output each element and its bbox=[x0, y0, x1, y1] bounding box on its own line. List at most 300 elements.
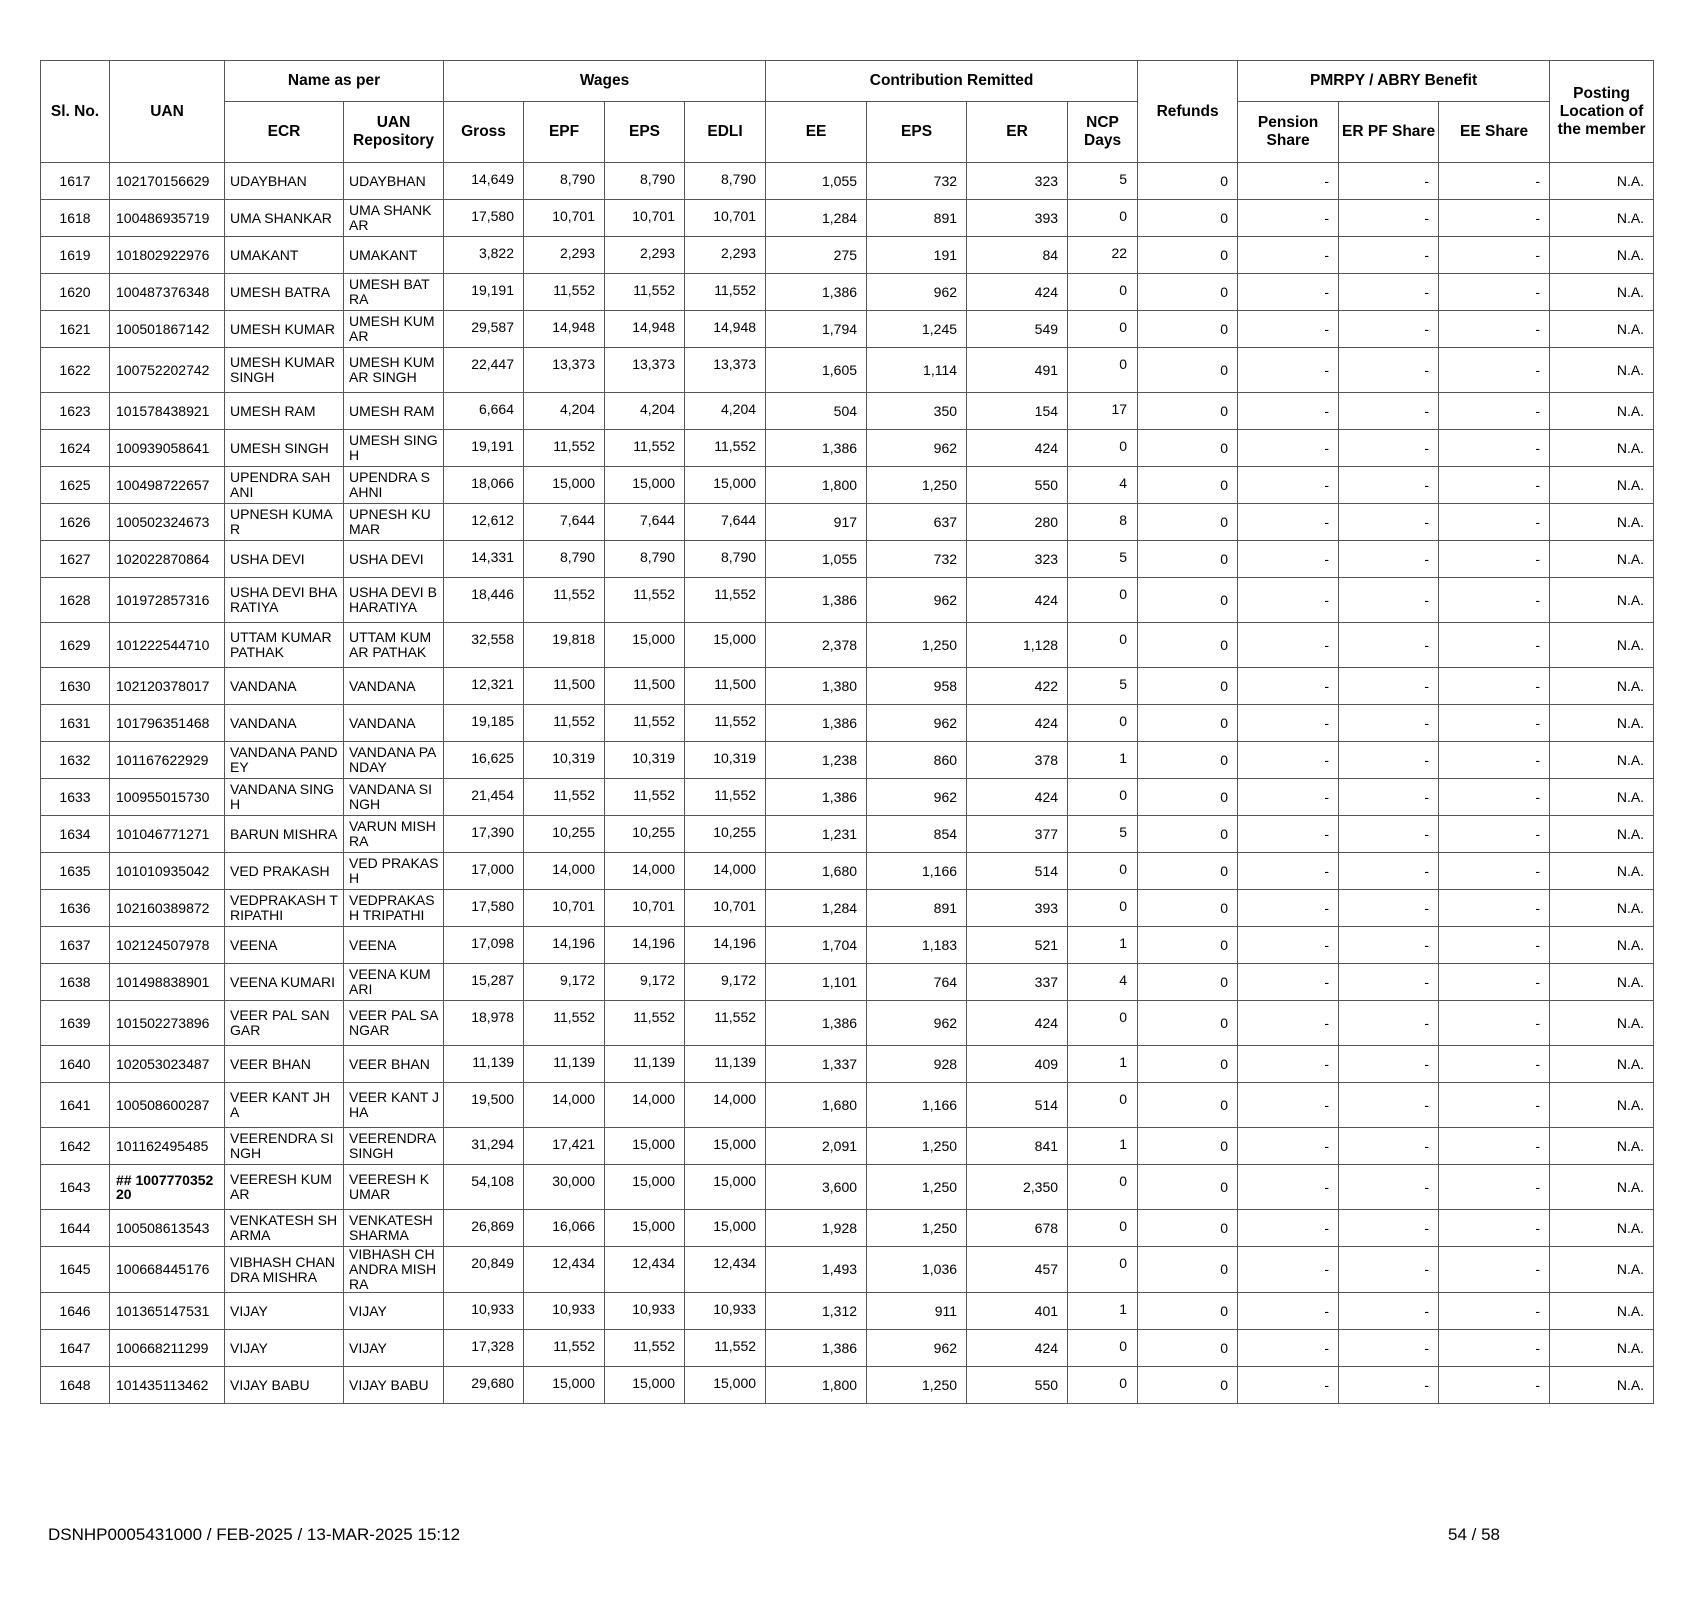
table-row bbox=[41, 274, 1654, 311]
cell-name-uan-repository: VIJAY bbox=[344, 1330, 444, 1367]
cell-er-pf-share: - bbox=[1339, 1165, 1439, 1210]
cell-contribution-eps: 962 bbox=[867, 274, 967, 311]
cell-epf: 17,421 bbox=[524, 1128, 605, 1165]
cell-er: 549 bbox=[967, 311, 1068, 348]
cell-eps: 11,500 bbox=[605, 668, 685, 705]
cell-name-uan-repository: VARUN MISHRA bbox=[344, 816, 444, 853]
cell-er: 323 bbox=[967, 541, 1068, 578]
cell-name-ecr: UMESH RAM bbox=[225, 393, 344, 430]
cell-name-ecr: VEENA bbox=[225, 927, 344, 964]
cell-sl-no: 1625 bbox=[41, 467, 110, 504]
table-row bbox=[41, 927, 1654, 964]
cell-ncp-days: 0 bbox=[1068, 200, 1138, 237]
cell-ee-share: - bbox=[1439, 1330, 1550, 1367]
cell-pension-share: - bbox=[1238, 1165, 1339, 1210]
cell-uan: 100939058641 bbox=[110, 430, 225, 467]
cell-gross: 17,580 bbox=[444, 200, 524, 237]
cell-ee-share: - bbox=[1439, 1210, 1550, 1247]
cell-ncp-days: 0 bbox=[1068, 705, 1138, 742]
cell-gross: 3,822 bbox=[444, 237, 524, 274]
cell-posting-location: N.A. bbox=[1550, 1165, 1654, 1210]
cell-contribution-eps: 637 bbox=[867, 504, 967, 541]
cell-er: 280 bbox=[967, 504, 1068, 541]
cell-er-pf-share: - bbox=[1339, 541, 1439, 578]
cell-ee: 1,493 bbox=[766, 1247, 867, 1293]
cell-uan: 100502324673 bbox=[110, 504, 225, 541]
cell-pension-share: - bbox=[1238, 1001, 1339, 1046]
table-row bbox=[41, 311, 1654, 348]
col-er-pf-share: ER PF Share bbox=[1339, 102, 1439, 163]
cell-pension-share: - bbox=[1238, 1330, 1339, 1367]
cell-contribution-eps: 732 bbox=[867, 163, 967, 200]
cell-er-pf-share: - bbox=[1339, 668, 1439, 705]
cell-er-pf-share: - bbox=[1339, 1330, 1439, 1367]
cell-posting-location: N.A. bbox=[1550, 1210, 1654, 1247]
cell-ee-share: - bbox=[1439, 311, 1550, 348]
cell-name-ecr: USHA DEVI BHARATIYA bbox=[225, 578, 344, 623]
cell-pension-share: - bbox=[1238, 890, 1339, 927]
cell-edli: 15,000 bbox=[685, 1165, 766, 1210]
col-eps: EPS bbox=[605, 102, 685, 163]
cell-uan: 101578438921 bbox=[110, 393, 225, 430]
cell-er-pf-share: - bbox=[1339, 311, 1439, 348]
cell-ee: 1,386 bbox=[766, 1330, 867, 1367]
cell-epf: 30,000 bbox=[524, 1165, 605, 1210]
cell-name-uan-repository: USHA DEVI BHARATIYA bbox=[344, 578, 444, 623]
cell-ncp-days: 1 bbox=[1068, 1128, 1138, 1165]
cell-contribution-eps: 732 bbox=[867, 541, 967, 578]
cell-ncp-days: 0 bbox=[1068, 1330, 1138, 1367]
cell-name-ecr: VEERENDRA SINGH bbox=[225, 1128, 344, 1165]
cell-epf: 2,293 bbox=[524, 237, 605, 274]
table-row bbox=[41, 1330, 1654, 1367]
cell-refunds: 0 bbox=[1138, 200, 1238, 237]
cell-refunds: 0 bbox=[1138, 163, 1238, 200]
cell-er: 424 bbox=[967, 578, 1068, 623]
table-row bbox=[41, 742, 1654, 779]
cell-ee-share: - bbox=[1439, 200, 1550, 237]
cell-uan: 102022870864 bbox=[110, 541, 225, 578]
cell-ee: 1,800 bbox=[766, 467, 867, 504]
cell-edli: 2,293 bbox=[685, 237, 766, 274]
cell-gross: 20,849 bbox=[444, 1247, 524, 1293]
cell-edli: 7,644 bbox=[685, 504, 766, 541]
cell-uan: 101222544710 bbox=[110, 623, 225, 668]
cell-ee-share: - bbox=[1439, 1083, 1550, 1128]
cell-uan: 100486935719 bbox=[110, 200, 225, 237]
cell-ncp-days: 0 bbox=[1068, 311, 1138, 348]
cell-name-uan-repository: UPENDRA SAHNI bbox=[344, 467, 444, 504]
cell-gross: 54,108 bbox=[444, 1165, 524, 1210]
cell-name-uan-repository: USHA DEVI bbox=[344, 541, 444, 578]
cell-ee: 917 bbox=[766, 504, 867, 541]
cell-epf: 11,552 bbox=[524, 1330, 605, 1367]
cell-posting-location: N.A. bbox=[1550, 163, 1654, 200]
cell-er: 323 bbox=[967, 163, 1068, 200]
cell-er: 424 bbox=[967, 274, 1068, 311]
table-row bbox=[41, 1001, 1654, 1046]
cell-gross: 17,000 bbox=[444, 853, 524, 890]
cell-sl-no: 1647 bbox=[41, 1330, 110, 1367]
cell-posting-location: N.A. bbox=[1550, 311, 1654, 348]
cell-ee-share: - bbox=[1439, 779, 1550, 816]
cell-name-uan-repository: UMA SHANKAR bbox=[344, 200, 444, 237]
cell-ee-share: - bbox=[1439, 890, 1550, 927]
cell-posting-location: N.A. bbox=[1550, 237, 1654, 274]
cell-contribution-eps: 350 bbox=[867, 393, 967, 430]
table-row bbox=[41, 504, 1654, 541]
cell-edli: 13,373 bbox=[685, 348, 766, 393]
cell-uan: 102160389872 bbox=[110, 890, 225, 927]
cell-er: 393 bbox=[967, 200, 1068, 237]
cell-refunds: 0 bbox=[1138, 927, 1238, 964]
cell-name-ecr: UMA SHANKAR bbox=[225, 200, 344, 237]
cell-ncp-days: 5 bbox=[1068, 541, 1138, 578]
cell-eps: 10,255 bbox=[605, 816, 685, 853]
cell-name-ecr: VEER PAL SANGAR bbox=[225, 1001, 344, 1046]
cell-sl-no: 1629 bbox=[41, 623, 110, 668]
cell-gross: 22,447 bbox=[444, 348, 524, 393]
cell-epf: 11,552 bbox=[524, 1001, 605, 1046]
cell-name-ecr: VIJAY BABU bbox=[225, 1367, 344, 1404]
cell-eps: 14,196 bbox=[605, 927, 685, 964]
cell-name-uan-repository: VEENA bbox=[344, 927, 444, 964]
cell-uan: 101972857316 bbox=[110, 578, 225, 623]
cell-er: 378 bbox=[967, 742, 1068, 779]
cell-posting-location: N.A. bbox=[1550, 1330, 1654, 1367]
cell-er: 337 bbox=[967, 964, 1068, 1001]
cell-ee-share: - bbox=[1439, 1165, 1550, 1210]
cell-name-ecr: VEER KANT JHA bbox=[225, 1083, 344, 1128]
cell-name-uan-repository: VEER KANT JHA bbox=[344, 1083, 444, 1128]
cell-sl-no: 1620 bbox=[41, 274, 110, 311]
cell-ee-share: - bbox=[1439, 1247, 1550, 1293]
cell-ee-share: - bbox=[1439, 668, 1550, 705]
cell-sl-no: 1627 bbox=[41, 541, 110, 578]
cell-posting-location: N.A. bbox=[1550, 504, 1654, 541]
table-row bbox=[41, 430, 1654, 467]
cell-eps: 10,701 bbox=[605, 200, 685, 237]
cell-sl-no: 1626 bbox=[41, 504, 110, 541]
cell-posting-location: N.A. bbox=[1550, 779, 1654, 816]
cell-er: 550 bbox=[967, 1367, 1068, 1404]
cell-name-uan-repository: UMESH SINGH bbox=[344, 430, 444, 467]
cell-er: 154 bbox=[967, 393, 1068, 430]
cell-epf: 10,701 bbox=[524, 890, 605, 927]
cell-epf: 11,552 bbox=[524, 430, 605, 467]
cell-gross: 19,191 bbox=[444, 274, 524, 311]
cell-ee: 1,386 bbox=[766, 779, 867, 816]
cell-edli: 10,701 bbox=[685, 200, 766, 237]
cell-edli: 10,319 bbox=[685, 742, 766, 779]
cell-uan: 101796351468 bbox=[110, 705, 225, 742]
cell-er: 84 bbox=[967, 237, 1068, 274]
cell-ncp-days: 4 bbox=[1068, 964, 1138, 1001]
cell-contribution-eps: 962 bbox=[867, 1001, 967, 1046]
cell-gross: 11,139 bbox=[444, 1046, 524, 1083]
cell-refunds: 0 bbox=[1138, 1128, 1238, 1165]
cell-er-pf-share: - bbox=[1339, 964, 1439, 1001]
cell-uan: 100501867142 bbox=[110, 311, 225, 348]
cell-uan: 100752202742 bbox=[110, 348, 225, 393]
cell-ee: 1,101 bbox=[766, 964, 867, 1001]
cell-posting-location: N.A. bbox=[1550, 964, 1654, 1001]
cell-ncp-days: 17 bbox=[1068, 393, 1138, 430]
cell-uan: 100487376348 bbox=[110, 274, 225, 311]
cell-er-pf-share: - bbox=[1339, 816, 1439, 853]
group-pmrpy-abry: PMRPY / ABRY Benefit bbox=[1238, 61, 1550, 102]
cell-edli: 14,948 bbox=[685, 311, 766, 348]
cell-ee: 2,378 bbox=[766, 623, 867, 668]
cell-ncp-days: 0 bbox=[1068, 1247, 1138, 1293]
cell-edli: 11,552 bbox=[685, 779, 766, 816]
cell-er: 514 bbox=[967, 1083, 1068, 1128]
cell-contribution-eps: 911 bbox=[867, 1293, 967, 1330]
cell-gross: 19,500 bbox=[444, 1083, 524, 1128]
cell-uan: 102053023487 bbox=[110, 1046, 225, 1083]
cell-posting-location: N.A. bbox=[1550, 467, 1654, 504]
cell-eps: 11,139 bbox=[605, 1046, 685, 1083]
cell-pension-share: - bbox=[1238, 964, 1339, 1001]
cell-eps: 14,000 bbox=[605, 1083, 685, 1128]
cell-eps: 11,552 bbox=[605, 1330, 685, 1367]
cell-contribution-eps: 860 bbox=[867, 742, 967, 779]
cell-epf: 10,255 bbox=[524, 816, 605, 853]
cell-edli: 15,000 bbox=[685, 1210, 766, 1247]
table-row bbox=[41, 623, 1654, 668]
table-row bbox=[41, 1247, 1654, 1293]
cell-name-uan-repository: VENKATESH SHARMA bbox=[344, 1210, 444, 1247]
cell-sl-no: 1645 bbox=[41, 1247, 110, 1293]
cell-sl-no: 1632 bbox=[41, 742, 110, 779]
cell-er: 424 bbox=[967, 779, 1068, 816]
cell-er-pf-share: - bbox=[1339, 1367, 1439, 1404]
cell-posting-location: N.A. bbox=[1550, 1083, 1654, 1128]
cell-gross: 26,869 bbox=[444, 1210, 524, 1247]
cell-epf: 10,933 bbox=[524, 1293, 605, 1330]
cell-eps: 8,790 bbox=[605, 541, 685, 578]
cell-uan: 100955015730 bbox=[110, 779, 225, 816]
cell-gross: 17,580 bbox=[444, 890, 524, 927]
cell-posting-location: N.A. bbox=[1550, 890, 1654, 927]
cell-refunds: 0 bbox=[1138, 541, 1238, 578]
cell-name-uan-repository: VANDANA PANDAY bbox=[344, 742, 444, 779]
cell-name-ecr: UMESH BATRA bbox=[225, 274, 344, 311]
cell-name-ecr: UMAKANT bbox=[225, 237, 344, 274]
cell-er: 1,128 bbox=[967, 623, 1068, 668]
cell-name-uan-repository: VANDANA bbox=[344, 668, 444, 705]
cell-refunds: 0 bbox=[1138, 237, 1238, 274]
cell-ee-share: - bbox=[1439, 1367, 1550, 1404]
cell-er-pf-share: - bbox=[1339, 705, 1439, 742]
cell-edli: 15,000 bbox=[685, 467, 766, 504]
cell-posting-location: N.A. bbox=[1550, 430, 1654, 467]
group-wages: Wages bbox=[444, 61, 766, 102]
cell-contribution-eps: 1,250 bbox=[867, 623, 967, 668]
cell-ncp-days: 5 bbox=[1068, 668, 1138, 705]
cell-refunds: 0 bbox=[1138, 1001, 1238, 1046]
cell-ncp-days: 0 bbox=[1068, 1001, 1138, 1046]
cell-er: 514 bbox=[967, 853, 1068, 890]
cell-eps: 8,790 bbox=[605, 163, 685, 200]
cell-edli: 4,204 bbox=[685, 393, 766, 430]
cell-sl-no: 1623 bbox=[41, 393, 110, 430]
cell-edli: 12,434 bbox=[685, 1247, 766, 1293]
cell-refunds: 0 bbox=[1138, 348, 1238, 393]
cell-edli: 15,000 bbox=[685, 623, 766, 668]
col-ncp-days: NCP Days bbox=[1068, 102, 1138, 163]
cell-ee-share: - bbox=[1439, 163, 1550, 200]
cell-contribution-eps: 1,250 bbox=[867, 467, 967, 504]
cell-name-uan-repository: VEER BHAN bbox=[344, 1046, 444, 1083]
col-uan-repository: UAN Repository bbox=[344, 102, 444, 163]
cell-ee-share: - bbox=[1439, 705, 1550, 742]
cell-refunds: 0 bbox=[1138, 890, 1238, 927]
table-row bbox=[41, 890, 1654, 927]
table-row bbox=[41, 393, 1654, 430]
cell-ncp-days: 4 bbox=[1068, 467, 1138, 504]
cell-epf: 16,066 bbox=[524, 1210, 605, 1247]
cell-name-uan-repository: UMAKANT bbox=[344, 237, 444, 274]
cell-edli: 11,552 bbox=[685, 705, 766, 742]
cell-contribution-eps: 1,250 bbox=[867, 1165, 967, 1210]
cell-ncp-days: 5 bbox=[1068, 163, 1138, 200]
cell-eps: 15,000 bbox=[605, 1128, 685, 1165]
table-row bbox=[41, 1293, 1654, 1330]
cell-name-uan-repository: VANDANA bbox=[344, 705, 444, 742]
cell-uan: 101498838901 bbox=[110, 964, 225, 1001]
cell-name-ecr: UPENDRA SAHANI bbox=[225, 467, 344, 504]
cell-er-pf-share: - bbox=[1339, 200, 1439, 237]
cell-er: 393 bbox=[967, 890, 1068, 927]
cell-epf: 11,552 bbox=[524, 779, 605, 816]
cell-refunds: 0 bbox=[1138, 578, 1238, 623]
cell-pension-share: - bbox=[1238, 1293, 1339, 1330]
cell-ee: 1,284 bbox=[766, 200, 867, 237]
cell-ee-share: - bbox=[1439, 964, 1550, 1001]
cell-refunds: 0 bbox=[1138, 504, 1238, 541]
cell-edli: 10,255 bbox=[685, 816, 766, 853]
table-row bbox=[41, 1046, 1654, 1083]
cell-gross: 32,558 bbox=[444, 623, 524, 668]
cell-epf: 8,790 bbox=[524, 163, 605, 200]
cell-name-ecr: VEDPRAKASH TRIPATHI bbox=[225, 890, 344, 927]
footer-establishment-info: DSNHP0005431000 / FEB-2025 / 13-MAR-2025 15:12 bbox=[48, 1525, 461, 1544]
table-row bbox=[41, 163, 1654, 200]
cell-uan: 101802922976 bbox=[110, 237, 225, 274]
cell-ee: 1,928 bbox=[766, 1210, 867, 1247]
cell-sl-no: 1641 bbox=[41, 1083, 110, 1128]
cell-contribution-eps: 1,166 bbox=[867, 1083, 967, 1128]
cell-ee-share: - bbox=[1439, 467, 1550, 504]
cell-er-pf-share: - bbox=[1339, 623, 1439, 668]
cell-epf: 14,948 bbox=[524, 311, 605, 348]
col-pension-share: Pension Share bbox=[1238, 102, 1339, 163]
cell-edli: 11,552 bbox=[685, 578, 766, 623]
cell-ee: 1,312 bbox=[766, 1293, 867, 1330]
cell-ee-share: - bbox=[1439, 623, 1550, 668]
cell-eps: 13,373 bbox=[605, 348, 685, 393]
cell-er-pf-share: - bbox=[1339, 1128, 1439, 1165]
cell-ncp-days: 0 bbox=[1068, 348, 1138, 393]
cell-pension-share: - bbox=[1238, 853, 1339, 890]
cell-refunds: 0 bbox=[1138, 467, 1238, 504]
cell-gross: 17,328 bbox=[444, 1330, 524, 1367]
table-row bbox=[41, 200, 1654, 237]
cell-pension-share: - bbox=[1238, 1046, 1339, 1083]
cell-name-ecr: VEER BHAN bbox=[225, 1046, 344, 1083]
cell-eps: 10,701 bbox=[605, 890, 685, 927]
cell-posting-location: N.A. bbox=[1550, 1247, 1654, 1293]
cell-er: 377 bbox=[967, 816, 1068, 853]
cell-er: 457 bbox=[967, 1247, 1068, 1293]
cell-pension-share: - bbox=[1238, 705, 1339, 742]
cell-eps: 15,000 bbox=[605, 1367, 685, 1404]
table-row bbox=[41, 668, 1654, 705]
ecr-statement-table-wrapper bbox=[40, 60, 1652, 1404]
cell-refunds: 0 bbox=[1138, 311, 1238, 348]
cell-edli: 8,790 bbox=[685, 541, 766, 578]
cell-epf: 10,701 bbox=[524, 200, 605, 237]
cell-posting-location: N.A. bbox=[1550, 668, 1654, 705]
cell-name-uan-repository: VED PRAKASH bbox=[344, 853, 444, 890]
cell-eps: 4,204 bbox=[605, 393, 685, 430]
table-row bbox=[41, 1128, 1654, 1165]
cell-name-ecr: VIJAY bbox=[225, 1293, 344, 1330]
cell-name-ecr: UMESH SINGH bbox=[225, 430, 344, 467]
cell-er: 2,350 bbox=[967, 1165, 1068, 1210]
cell-ee-share: - bbox=[1439, 393, 1550, 430]
cell-name-uan-repository: UPNESH KUMAR bbox=[344, 504, 444, 541]
cell-er-pf-share: - bbox=[1339, 1293, 1439, 1330]
cell-er-pf-share: - bbox=[1339, 1001, 1439, 1046]
cell-ee-share: - bbox=[1439, 541, 1550, 578]
table-row bbox=[41, 779, 1654, 816]
cell-eps: 10,319 bbox=[605, 742, 685, 779]
cell-contribution-eps: 962 bbox=[867, 779, 967, 816]
cell-gross: 14,649 bbox=[444, 163, 524, 200]
cell-eps: 9,172 bbox=[605, 964, 685, 1001]
cell-ee: 1,605 bbox=[766, 348, 867, 393]
cell-pension-share: - bbox=[1238, 200, 1339, 237]
cell-name-uan-repository: UDAYBHAN bbox=[344, 163, 444, 200]
col-uan: UAN bbox=[110, 61, 225, 163]
cell-ee: 1,794 bbox=[766, 311, 867, 348]
cell-ee-share: - bbox=[1439, 816, 1550, 853]
cell-ncp-days: 0 bbox=[1068, 890, 1138, 927]
cell-er-pf-share: - bbox=[1339, 393, 1439, 430]
cell-er: 424 bbox=[967, 430, 1068, 467]
cell-edli: 14,000 bbox=[685, 853, 766, 890]
cell-sl-no: 1634 bbox=[41, 816, 110, 853]
cell-gross: 12,321 bbox=[444, 668, 524, 705]
cell-ee: 1,386 bbox=[766, 430, 867, 467]
cell-er-pf-share: - bbox=[1339, 348, 1439, 393]
cell-ee-share: - bbox=[1439, 237, 1550, 274]
cell-er-pf-share: - bbox=[1339, 927, 1439, 964]
cell-refunds: 0 bbox=[1138, 274, 1238, 311]
cell-refunds: 0 bbox=[1138, 742, 1238, 779]
cell-refunds: 0 bbox=[1138, 964, 1238, 1001]
cell-name-ecr: BARUN MISHRA bbox=[225, 816, 344, 853]
cell-eps: 7,644 bbox=[605, 504, 685, 541]
cell-ee: 1,386 bbox=[766, 274, 867, 311]
cell-ee: 3,600 bbox=[766, 1165, 867, 1210]
cell-uan: 100668445176 bbox=[110, 1247, 225, 1293]
cell-edli: 10,701 bbox=[685, 890, 766, 927]
cell-eps: 2,293 bbox=[605, 237, 685, 274]
cell-pension-share: - bbox=[1238, 578, 1339, 623]
